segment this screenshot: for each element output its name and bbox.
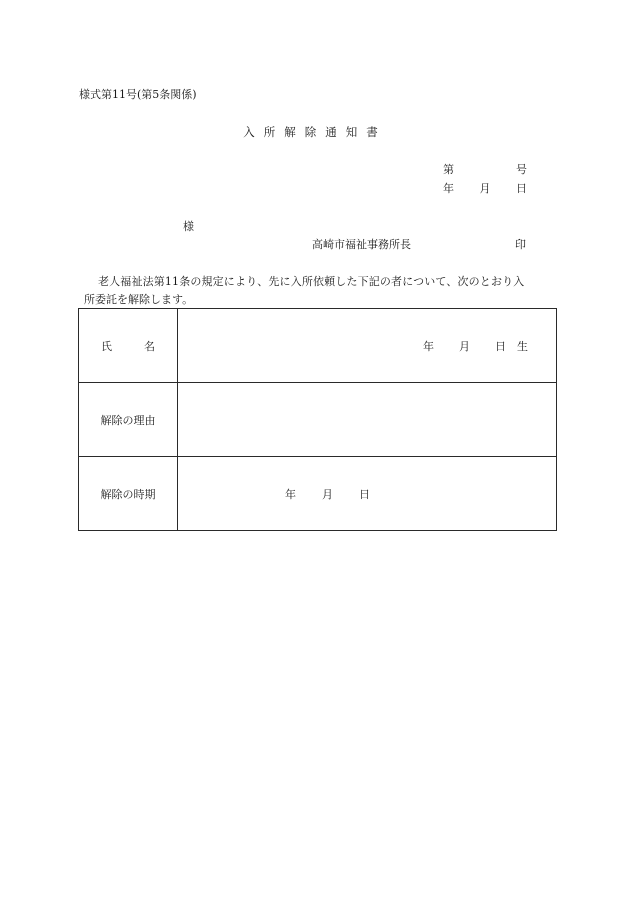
reason-label: 解除の理由 <box>79 383 178 457</box>
addressee-suffix: 様 <box>183 220 194 233</box>
birth-day: 日 <box>495 339 506 353</box>
doc-date-month: 月 <box>479 182 491 195</box>
birth-month: 月 <box>459 339 470 353</box>
doc-date-year: 年 <box>443 182 454 195</box>
doc-number-prefix: 第 <box>443 163 454 176</box>
timing-year: 年 <box>285 487 296 501</box>
name-label-right: 名 <box>144 339 155 353</box>
name-label-text <box>101 338 155 354</box>
birth-date <box>423 338 528 354</box>
table-row-reason <box>79 383 557 457</box>
body-text-line-1: 老人福祉法第11条の規定により、先に入所依頼した下記の者について、次のとおり入 <box>98 275 525 288</box>
details-table <box>78 308 557 531</box>
timing-month: 月 <box>322 487 333 501</box>
timing-date <box>285 486 556 502</box>
name-label-left: 氏 <box>101 339 112 353</box>
timing-value-cell[interactable] <box>178 457 557 531</box>
form-number: 様式第11号(第5条関係) <box>79 88 197 101</box>
document-number <box>443 161 527 177</box>
table-row-timing <box>79 457 557 531</box>
doc-date-day: 日 <box>516 182 527 195</box>
birth-year: 年 <box>423 339 434 353</box>
issuer-name: 高崎市福祉事務所長 <box>312 238 411 251</box>
reason-value-cell[interactable] <box>178 383 557 457</box>
title-text: 入所解除通知書 <box>243 125 387 139</box>
document-title <box>0 124 630 140</box>
table-row-name <box>79 309 557 383</box>
name-label <box>79 309 178 383</box>
seal-mark: 印 <box>515 238 526 251</box>
timing-day: 日 <box>359 487 370 501</box>
timing-label: 解除の時期 <box>79 457 178 531</box>
document-date <box>443 180 527 196</box>
body-text-line-2: 所委託を解除します。 <box>84 293 194 306</box>
name-value-cell[interactable] <box>178 309 557 383</box>
doc-number-suffix: 号 <box>516 163 527 176</box>
birth-suffix: 生 <box>517 339 528 353</box>
